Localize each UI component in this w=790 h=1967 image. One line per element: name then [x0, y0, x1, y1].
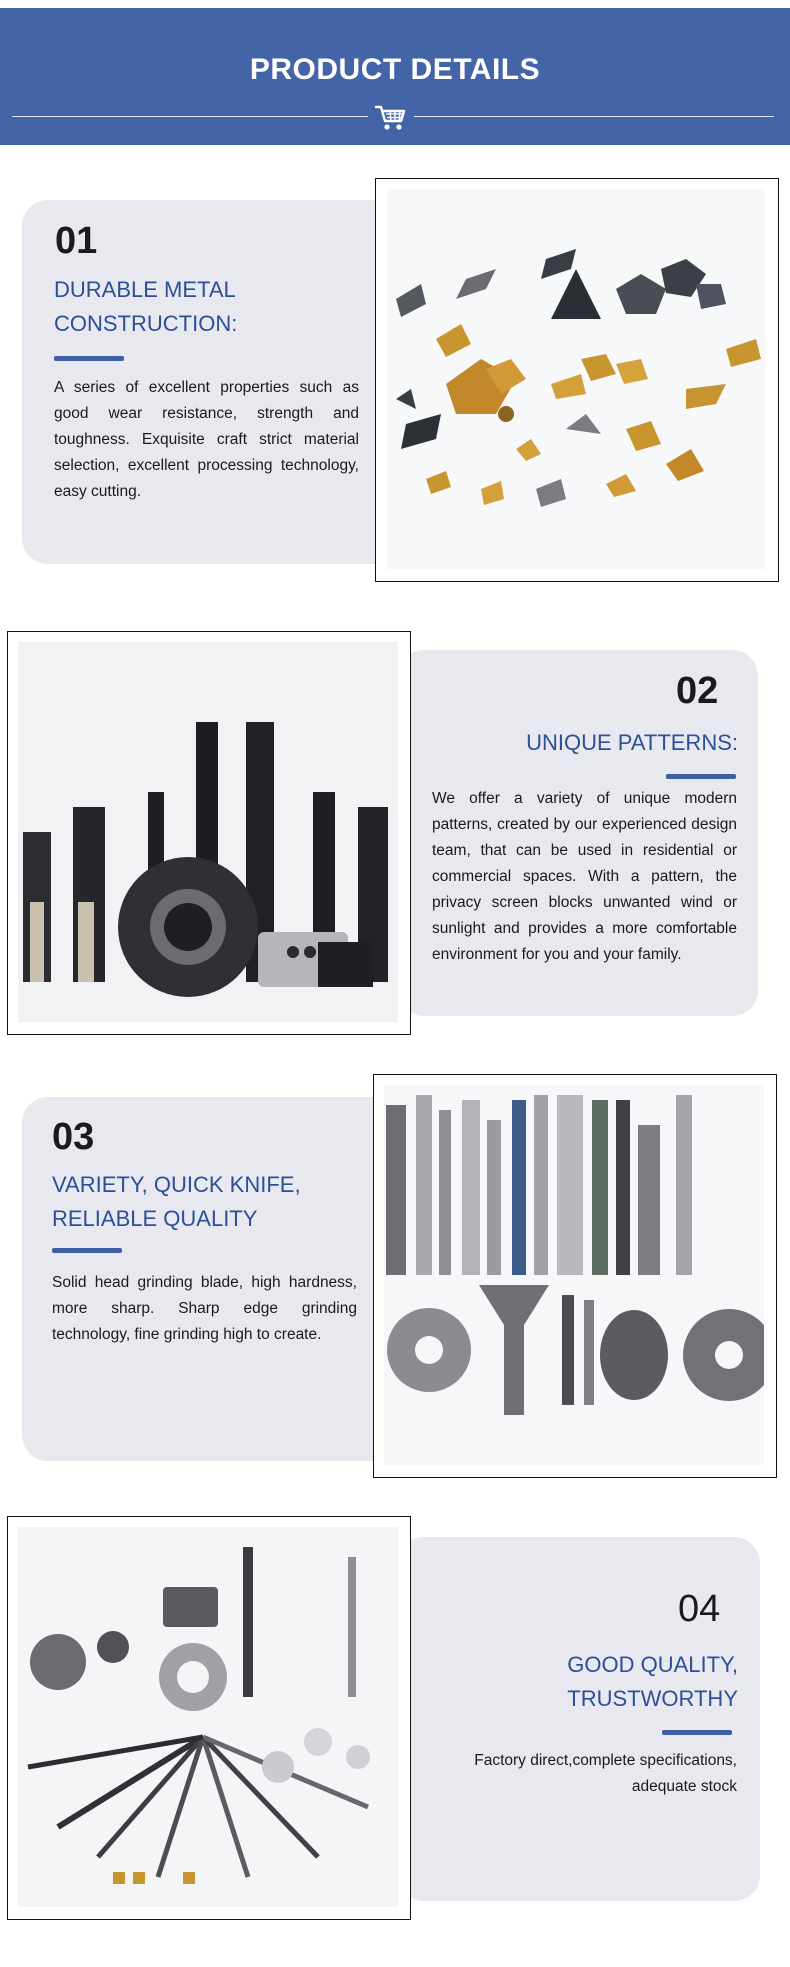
header-divider-left [12, 116, 368, 117]
accent-bar [662, 1730, 732, 1735]
accent-bar [666, 774, 736, 779]
header-divider-right [414, 116, 774, 117]
section-3-image-frame [373, 1074, 777, 1478]
section-heading: DURABLE METAL CONSTRUCTION: [54, 277, 238, 336]
section-1-image-frame [375, 178, 779, 582]
section-number: 02 [676, 670, 719, 712]
section-number: 03 [52, 1116, 95, 1158]
header-banner [0, 8, 790, 145]
tool-collection-image [18, 1527, 398, 1907]
cutting-inserts-image [386, 189, 766, 569]
section-heading: VARIETY, QUICK KNIFE, RELIABLE QUALITY [52, 1172, 301, 1231]
shopping-cart-icon [374, 102, 408, 132]
section-description: Solid head grinding blade, high hardness, more sharp. Sharp edge grinding technology, fine grinding high to create. [52, 1274, 357, 1343]
page-title: PRODUCT DETAILS [249, 53, 541, 86]
end-mills-image [384, 1085, 764, 1465]
section-2-image-frame [7, 631, 411, 1035]
section-number: 04 [678, 1588, 721, 1630]
section-description: We offer a variety of unique modern patterns, created by our experienced design team, that can be used in residential or commercial spaces. With a pattern, the privacy screen blocks unwanted wind or sunlight and provides a more comfortable environment for you and your family. [432, 790, 737, 963]
section-description: A series of excellent properties such as good wear resistance, strength and toughness. Exquisite craft strict material selection, excellent processing technology, easy cutting. [54, 379, 359, 500]
section-4-image-frame [7, 1516, 411, 1920]
section-description: Factory direct,complete specifications, adequate stock [474, 1752, 737, 1795]
accent-bar [52, 1248, 122, 1253]
section-heading: GOOD QUALITY, TRUSTWORTHY [567, 1652, 738, 1711]
boring-bars-image [18, 642, 398, 1022]
accent-bar [54, 356, 124, 361]
section-heading: UNIQUE PATTERNS: [526, 730, 738, 755]
section-number: 01 [55, 220, 98, 262]
